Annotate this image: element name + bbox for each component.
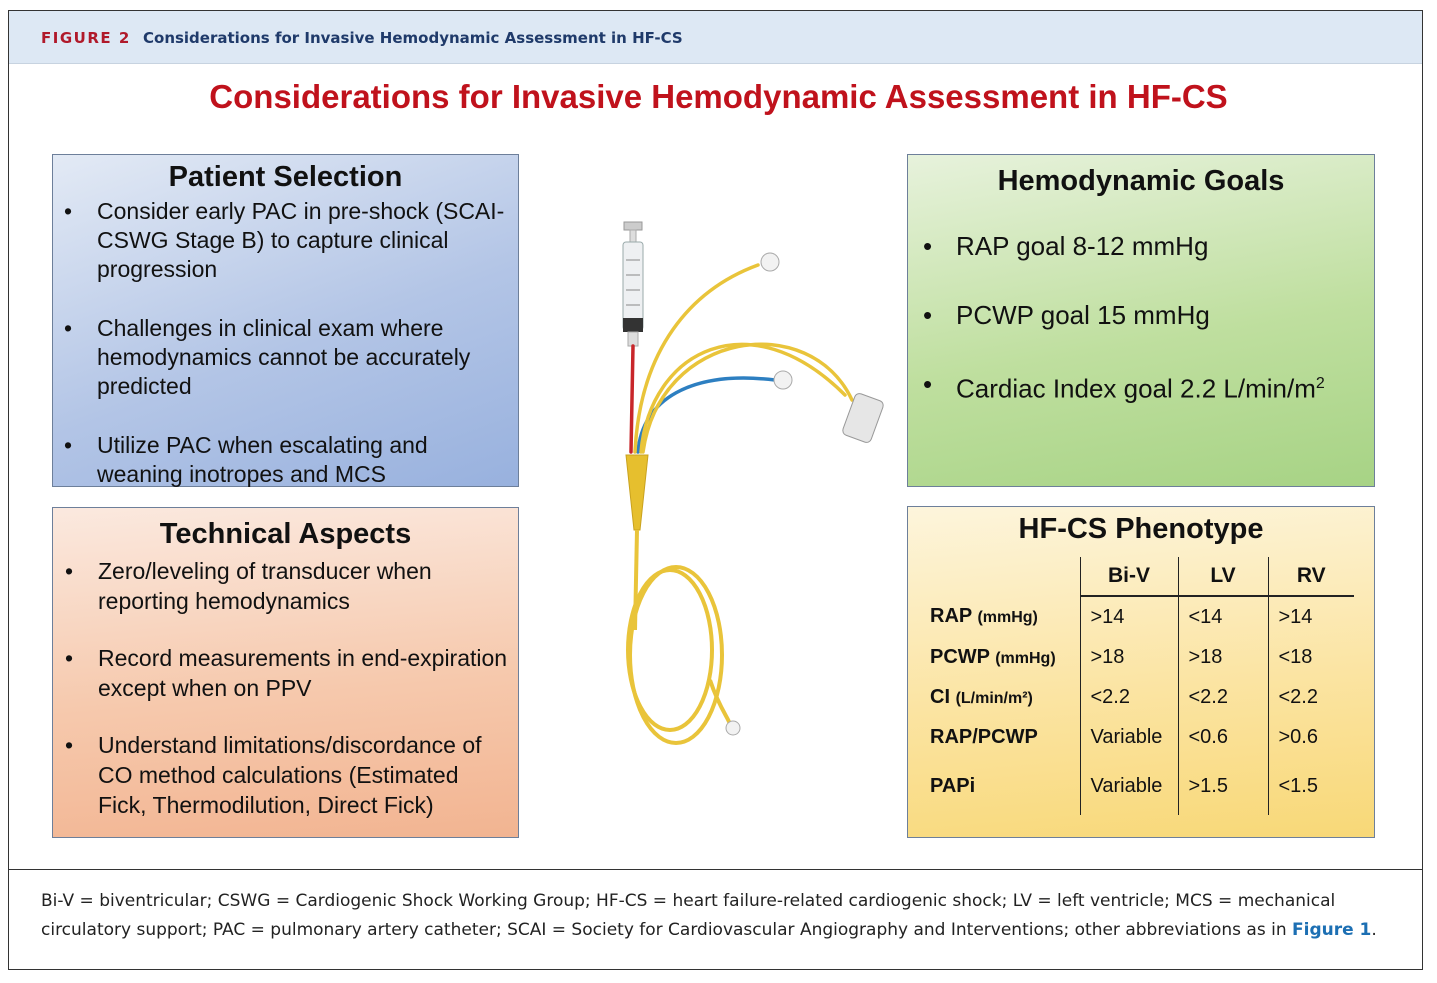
row-unit: (mmHg) [977,609,1038,626]
phenotype-table [920,557,1354,815]
list-item: • Consider early PAC in pre-shock (SCAI-CSWG Stage B) to capture clinical progression [97,197,507,284]
row-label: PCWP [930,645,990,668]
list-item: • PCWP goal 15 mmHg [956,298,1366,332]
table-row [920,677,1354,717]
list-item: • Zero/leveling of transducer when reporting hemodynamics [98,556,513,616]
row-header [920,757,1080,815]
column-header: Bi-V [1080,557,1178,596]
column-header: RV [1268,557,1354,596]
figure-caption [41,887,1401,945]
table-row [920,596,1354,637]
figure-header [9,11,1422,64]
row-header [920,637,1080,677]
list-item: • Utilize PAC when escalating and weaning inotropes and MCS [97,431,507,489]
catheter-coil [628,530,730,743]
catheter-yellow-lumen-2 [641,344,845,452]
row-header [920,677,1080,717]
list-item: • Understand limitations/discordance of CO method calculations (Estimated Fick, Thermodilution, Direct Fick) [98,730,513,820]
hemodynamic-goals-list [956,229,1366,406]
table-cell: >18 [1080,637,1178,677]
hemodynamic-goals-box [907,154,1375,487]
table-cell: Variable [1080,757,1178,815]
table-cell: >14 [1080,596,1178,637]
phenotype-title: HF-CS Phenotype [1018,513,1264,545]
list-item: • Challenges in clinical exam where hemodynamics cannot be accurately predicted [97,314,507,401]
table-cell: <2.2 [1178,677,1268,717]
catheter-junction [626,455,648,530]
list-item: • Record measurements in end-expiration except when on PPV [98,643,513,703]
technical-aspects-list [98,556,513,820]
table-cell: >1.5 [1178,757,1268,815]
table-cell: >18 [1178,637,1268,677]
table-cell: <0.6 [1178,717,1268,757]
catheter-red-lumen [631,346,633,452]
catheter-yellow-lumen-3 [643,344,852,452]
table-cell: <1.5 [1268,757,1354,815]
table-header-row [920,557,1354,596]
table-cell: <2.2 [1268,677,1354,717]
row-header [920,596,1080,637]
row-label: CI [930,685,950,708]
patient-selection-box [52,154,519,487]
pulmonary-artery-catheter-image [590,200,910,760]
technical-aspects-box [52,507,519,838]
catheter-blue-lumen [638,378,775,452]
table-cell: <2.2 [1080,677,1178,717]
list-item [956,367,1366,406]
ci-goal-text: Cardiac Index goal 2.2 L/min/m [956,373,1316,404]
table-header-blank [920,557,1080,596]
caption-divider [9,869,1422,870]
caption-text: Bi-V = biventricular; CSWG = Cardiogenic Shock Working Group; HF-CS = heart failure-related cardiogenic shock; LV = left ventricle; MCS = mechanical circulatory support; PAC = pulmonary artery catheter; SCAI = Society for Cardiovascular Angiography and Interventions; other abbreviations as in [41,891,1336,940]
figure-1-link[interactable]: Figure 1 [1292,920,1372,940]
row-unit: (L/min/m²) [955,689,1033,707]
phenotype-box [907,506,1375,838]
table-cell: <18 [1268,637,1354,677]
row-label: RAP [930,605,972,627]
table-cell: <14 [1178,596,1268,637]
row-label: RAP/PCWP [930,725,1038,748]
table-cell: Variable [1080,717,1178,757]
caption-end: . [1371,920,1377,940]
balloon-tip-icon [726,721,740,735]
row-header [920,717,1080,757]
row-label: PAPi [930,774,976,797]
hemodynamic-goals-title: Hemodynamic Goals [997,165,1285,197]
technical-aspects-title: Technical Aspects [159,518,412,550]
list-item: • RAP goal 8-12 mmHg [956,229,1366,263]
ci-goal-superscript: 2 [1315,375,1325,392]
table-cell: >14 [1268,596,1354,637]
table-row [920,637,1354,677]
connector-hub-icon [761,253,885,444]
figure-title: Considerations for Invasive Hemodynamic Assessment in HF-CS [143,29,683,47]
figure-label: FIGURE 2 [41,29,131,47]
catheter-yellow-lumen-1 [635,265,758,452]
row-unit: (mmHg) [995,649,1056,667]
table-row [920,717,1354,757]
syringe-icon [623,222,643,346]
column-header: LV [1178,557,1268,596]
table-row [920,757,1354,815]
table-cell: >0.6 [1268,717,1354,757]
patient-selection-title: Patient Selection [168,161,403,193]
patient-selection-list [97,197,507,489]
main-title: Considerations for Invasive Hemodynamic Assessment in HF-CS [209,78,1228,115]
